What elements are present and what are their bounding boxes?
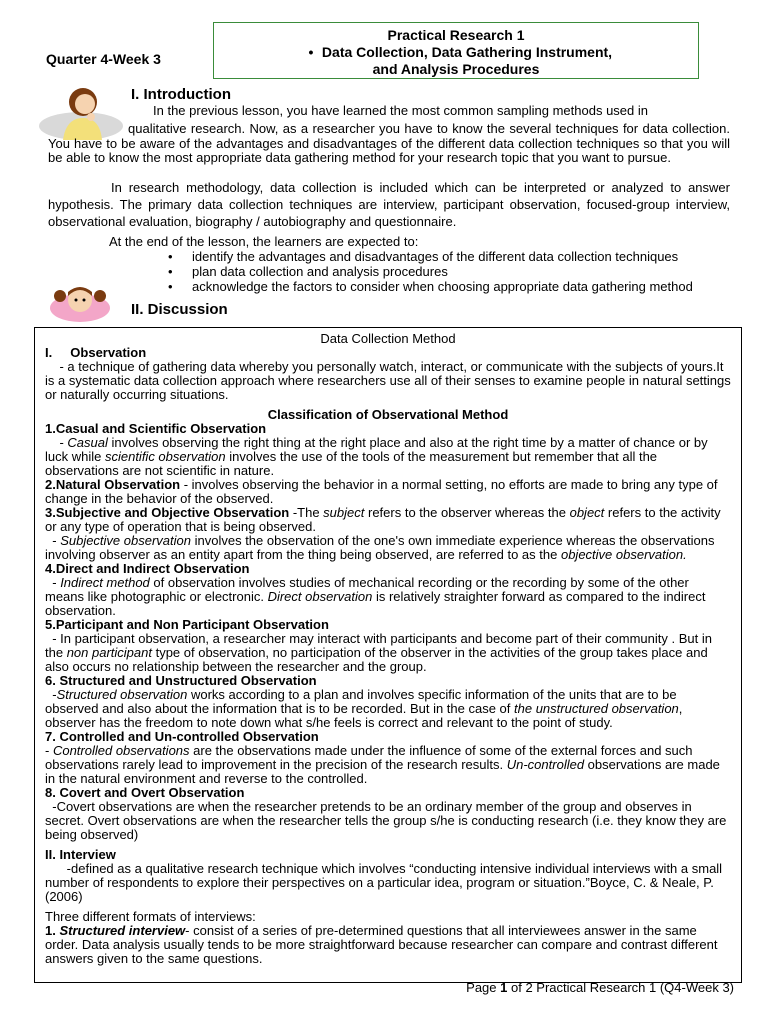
intro-p2: In research methodology, data collection is included which can be interpreted or analyzed to answer hypothesis. The primary data collection techniques are interview, participant observation, focused-group interview, observational evaluation, biography / autobiography and questionnaire. [48,180,730,229]
list-item: • plan data collection and analysis procedures [166,264,736,279]
intro-p3: At the end of the lesson, the learners are expected to: [109,234,419,249]
c2-text: 2.Natural Observation - involves observing the behavior in a normal setting, no efforts are made to bring any type of change in the behavior of the observed. [45,477,718,506]
discussion-content [45,331,735,966]
c3-text-2: - Subjective observation involves the observation of the one's own immediate experience whereas the observations involving observer as an entity apart from the thing being observed, are referred to as the objective observation. [45,533,719,562]
quarter-label: Quarter 4-Week 3 [46,51,161,67]
girl-with-pigtails-icon [40,286,120,322]
c6-text: -Structured observation works according to a plan and involves specific information of the units that are to be observed and also about the information that is to be recorded. But in the case of the unstructured observation, observer has the freedom to note down what s/he feels is correct and relevant to the point of study. [45,687,687,730]
interview-heading: II. Interview [45,847,116,862]
c7-heading: 7. Controlled and Un-controlled Observation [45,729,319,744]
c5-heading: 5.Participant and Non Participant Observation [45,617,329,632]
list-item: • acknowledge the factors to consider when choosing appropriate data gathering method [166,279,736,294]
discussion-heading: II. Discussion [131,301,228,318]
c8-heading: 8. Covert and Overt Observation [45,785,245,800]
list-item: • identify the advantages and disadvantages of the different data collection techniques [166,249,736,264]
classification-heading: Classification of Observational Method [267,407,509,422]
intro-p1: qualitative research. Now, as a researcher you have to know the several techniques for data collection. You have to be aware of the advantages and disadvantages of the different data collection techniques so that you will be able to know the most appropriate data gathering method for your research topic that you want to pursue. [48,121,730,165]
interview-text: -defined as a qualitative research technique which involves “conducting intensive individual interviews with a small number of respondents to explore their perspectives on a particular idea, program or situation.”Boyce, C. & Neale, P. (2006) [45,861,726,904]
c1-heading: 1.Casual and Scientific Observation [45,421,267,436]
objectives-list [166,249,736,294]
title-line-1: Practical Research 1 [387,27,525,43]
discussion-box [34,327,742,983]
c4-text: - Indirect method of observation involves studies of mechanical recording or the recording by some of the other means like photographic or electronic. Direct observation is relatively straighter forward as compared to the indirect observation. [45,575,710,618]
introduction-heading: I. Introduction [131,86,231,103]
c7-text: - Controlled observations are the observations made under the influence of some of the external forces and such observations rarely lead to improvement in the precision of the research results. Un-controlled observations are made in the natural environment and reverse to the controlled. [45,743,724,786]
observation-text: - a technique of gathering data whereby you personally watch, interact, or communicate with the subjects of yours.It is a systematic data collection approach where researchers use all of their senses to examine people in natural settings or naturally occurring situations. [45,359,735,402]
format-1: 1. Structured interview- consist of a series of pre-determined questions that all interviewees answer in the same order. Data analysis usually tends to be more straightforward because researcher can compare and contrast different answers given to the same questions. [45,923,718,966]
intro-p1-line1: In the previous lesson, you have learned the most common sampling methods used in [153,103,648,118]
formats-intro: Three different formats of interviews: [45,909,256,924]
c1-text: - Casual involves observing the right thing at the right place and also at the right time by a matter of chance or by luck while scientific observation involves the use of the tools of the measurement but remember that all the observations are not scientific in nature. [45,435,712,478]
page-footer: Page 1 of 2 Practical Research 1 (Q4-Week 3) [466,980,734,995]
c4-heading: 4.Direct and Indirect Observation [45,561,250,576]
title-line-3: and Analysis Procedures [372,61,540,77]
box-title: Data Collection Method [320,331,456,346]
title-line-2: • Data Collection, Data Gathering Instrument, [308,44,613,60]
observation-heading: I. Observation [45,345,147,360]
c6-heading: 6. Structured and Unstructured Observation [45,673,317,688]
c8-text: -Covert observations are when the researcher pretends to be an ordinary member of the group and observes in secret. Overt observations are when the researcher tells the group s/he is conducting research (i.e. they know they are being observed) [45,799,731,842]
c5-text: - In participant observation, a researcher may interact with participants and become part of their community . But in the non participant type of observation, no participation of the observer in the activities of the group takes place and also occurs no relationship between the researcher and the group. [45,631,716,674]
title-box [213,22,699,79]
c3-text: 3.Subjective and Objective Observation -The subject refers to the observer whereas the object refers to the activity or any type of operation that is being observed. [45,505,725,534]
